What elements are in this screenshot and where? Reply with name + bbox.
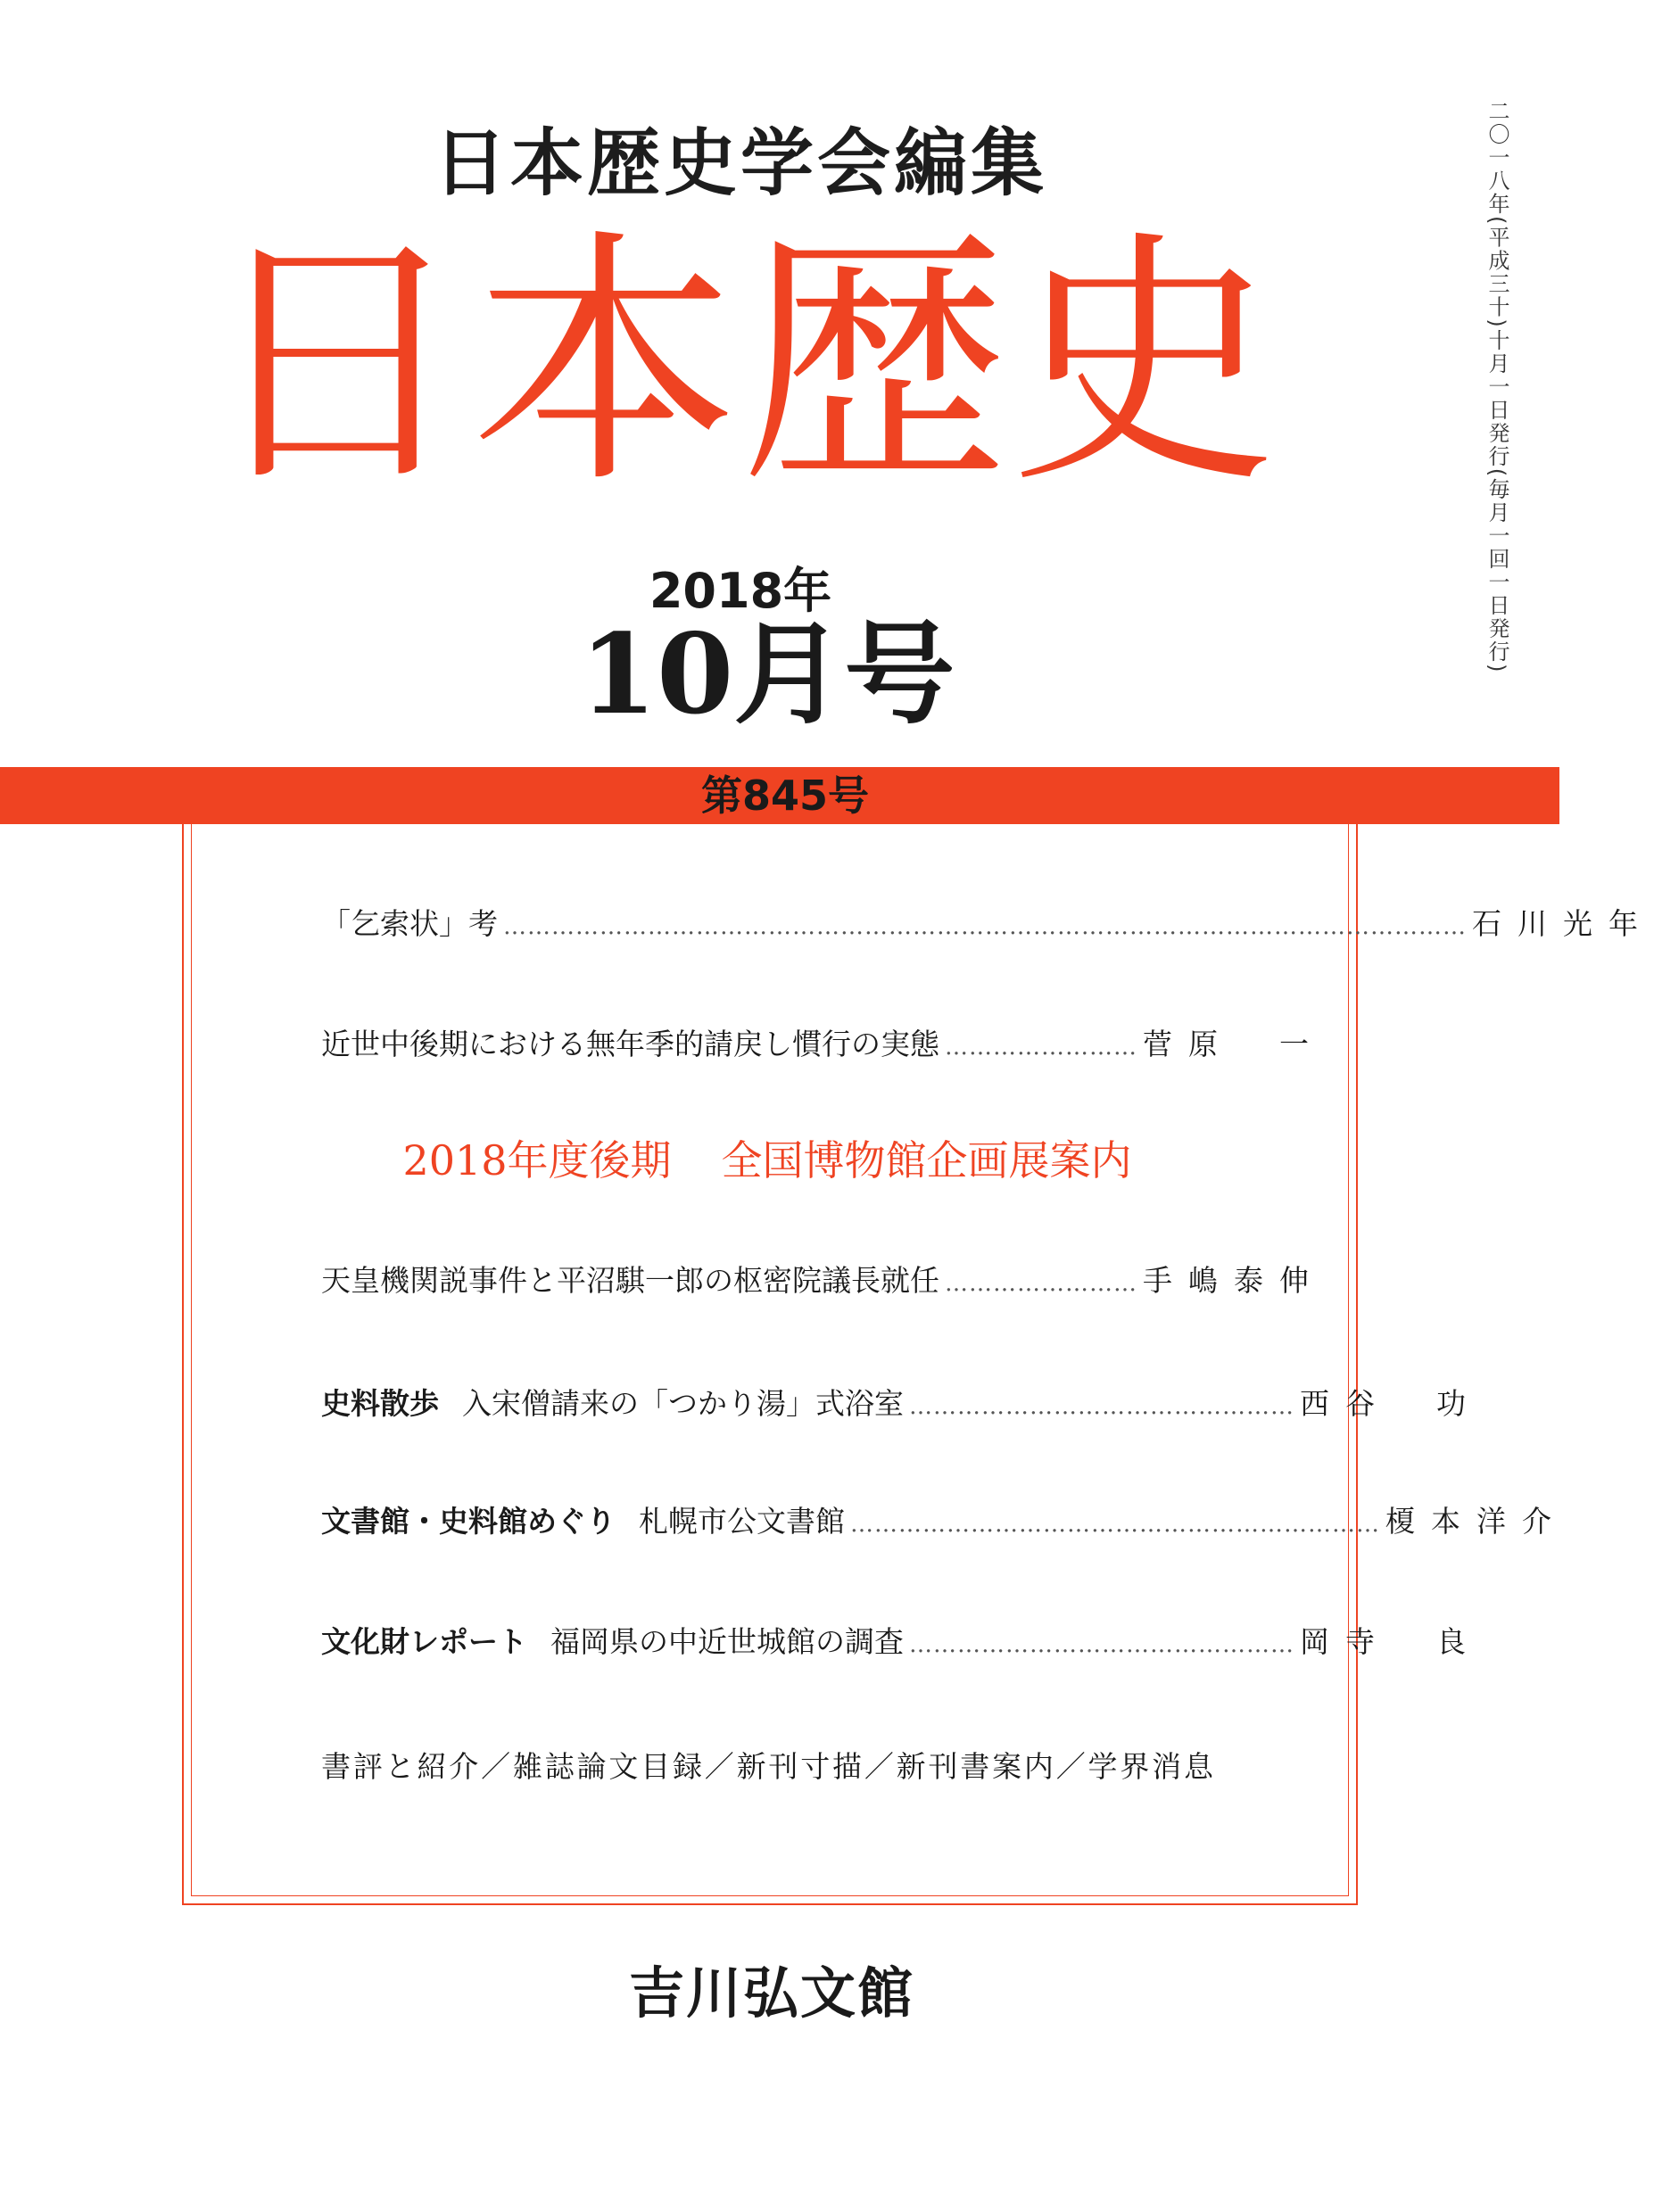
toc-item-title: 近世中後期における無年季的請戻し慣行の実態 [321, 1027, 939, 1061]
publication-note: 二〇一八年(平成三十)十月一日発行(毎月一回一日発行) [1484, 100, 1509, 674]
feature-heading-part2: 全国博物館企画展案内 [721, 1136, 1132, 1184]
toc-item-author: 岡寺 良 [1300, 1624, 1482, 1659]
toc-item-title [321, 1381, 904, 1423]
toc-leader-dots: ………………………………………………………………………………………………………… [503, 913, 1467, 940]
toc-item [321, 901, 1654, 943]
feature-heading [321, 1128, 1213, 1187]
toc-footer-line: 書評と紹介／雑誌論文目録／新刊寸描／新刊書案内／学界消息 [321, 1749, 1213, 1784]
toc-item-title-text: 札幌市公文書館 [639, 1504, 845, 1539]
toc-item-section: 史料散歩 [321, 1386, 439, 1421]
feature-heading-part1: 2018年度後期 [402, 1136, 672, 1184]
toc-item [321, 1021, 1325, 1063]
contents-frame-inner [191, 824, 1349, 1896]
journal-title: 日本歴史 [202, 208, 1279, 519]
toc-leader-dots: ………………………………………… [909, 1631, 1294, 1658]
toc-item [321, 1498, 1567, 1540]
toc-item [321, 1258, 1325, 1300]
toc-item-title [321, 1498, 845, 1540]
editor-credit: 日本歴史学会編集 [433, 121, 1047, 206]
toc-item-title [321, 1619, 904, 1661]
publisher-name: 吉川弘文館 [628, 1960, 914, 2026]
toc-item-title-text: 入宋僧請来の「つかり湯」式浴室 [462, 1386, 904, 1421]
toc-item-author: 西谷 功 [1300, 1386, 1482, 1421]
toc-item-title: 天皇機関説事件と平沼騏一郎の枢密院議長就任 [321, 1263, 939, 1298]
issue-month: 10月号 [579, 610, 955, 739]
toc-leader-dots: …………………… [945, 1270, 1137, 1297]
issue-year: 2018年 [649, 563, 832, 619]
toc-item-author: 菅原 一 [1143, 1027, 1325, 1061]
toc-item-title: 「乞索状」考 [321, 906, 498, 941]
toc-item-author: 手嶋泰伸 [1143, 1263, 1325, 1298]
toc-leader-dots: ………………………………………………………… [850, 1511, 1380, 1538]
toc-item [321, 1619, 1482, 1661]
toc-item [321, 1381, 1482, 1423]
toc-item-section: 文書館・史料館めぐり [321, 1504, 616, 1539]
toc-item-author: 榎本洋介 [1385, 1504, 1567, 1539]
toc-leader-dots: ………………………………………… [909, 1393, 1294, 1420]
toc-leader-dots: …………………… [945, 1034, 1137, 1061]
toc-item-title-text: 福岡県の中近世城館の調査 [550, 1624, 904, 1659]
issue-number: 第845号 [700, 772, 870, 820]
toc-item-author: 石川光年 [1472, 906, 1654, 941]
toc-item-section: 文化財レポート [321, 1624, 527, 1659]
